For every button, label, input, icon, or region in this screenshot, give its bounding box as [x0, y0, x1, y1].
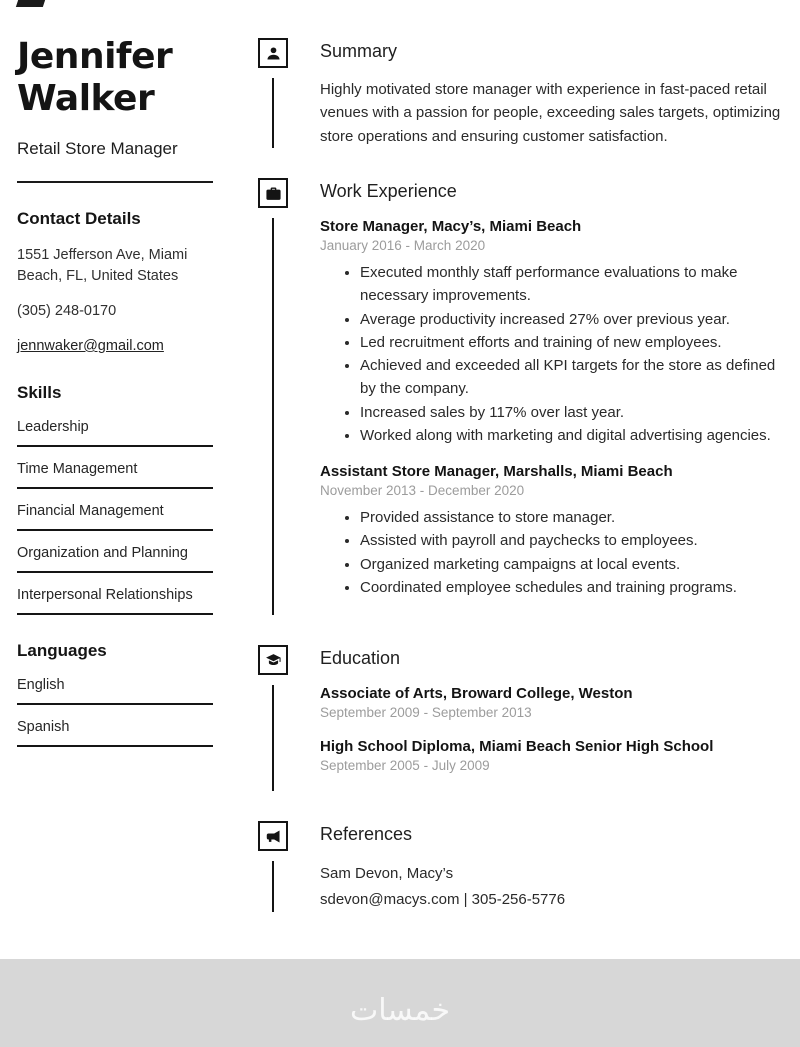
job-dates: January 2016 - March 2020: [320, 238, 486, 254]
references-heading: References: [320, 824, 413, 845]
section-line: [272, 861, 274, 912]
skill-item: Time Management: [17, 461, 213, 489]
summary-content: [320, 38, 786, 148]
job-dates: November 2013 - December 2020: [320, 483, 525, 499]
bullet-item: • Achieved and exceeded all KPI targets for the store as defined by the company.: [360, 354, 786, 401]
languages-heading: Languages: [17, 641, 107, 660]
education-entry: [320, 738, 786, 773]
work-experience-section: [240, 178, 786, 615]
education-content: [320, 645, 786, 791]
job-entry: [320, 463, 786, 599]
education-title: High School Diploma, Miami Beach Senior High School: [320, 738, 714, 756]
bullet-item: • Organized marketing campaigns at local events.: [360, 553, 786, 576]
watermark-footer: [0, 959, 800, 1047]
summary-text: Highly motivated store manager with experience in fast-paced retail venues with a passion for people, exceeding sales targets, optimizing store operations and ensuring customer satisfaction.: [320, 81, 781, 145]
section-rail: [240, 821, 320, 912]
watermark-text: خمسات: [349, 992, 451, 1028]
reference-name: Sam Devon, Macy’s: [320, 865, 454, 883]
education-title: Associate of Arts, Broward College, Weston: [320, 685, 633, 703]
briefcase-icon: [258, 178, 288, 208]
bullet-item: • Increased sales by 117% over last year.: [360, 401, 786, 424]
contact-address: 1551 Jefferson Ave, Miami Beach, FL, United States: [17, 246, 188, 284]
contact-phone: (305) 248-0170: [17, 302, 117, 319]
references-section: [240, 821, 786, 912]
job-entry: [320, 218, 786, 447]
bullet-item: • Led recruitment efforts and training of new employees.: [360, 331, 786, 354]
sidebar-inner: [17, 36, 213, 747]
sidebar: [0, 36, 240, 942]
bullet-item: • Executed monthly staff performance evaluations to make necessary improvements.: [360, 261, 786, 308]
candidate-name: [17, 36, 213, 121]
bullet-item: • Provided assistance to store manager.: [360, 506, 786, 529]
last-name: Walker: [17, 78, 155, 120]
summary-heading: Summary: [320, 41, 398, 61]
education-entry: [320, 685, 786, 720]
section-line: [272, 218, 274, 615]
skill-item: Organization and Planning: [17, 545, 213, 573]
language-item: Spanish: [17, 719, 213, 747]
main-column: [240, 36, 800, 942]
section-line: [272, 685, 274, 791]
person-icon: [258, 38, 288, 68]
bullet-item: • Coordinated employee schedules and training programs.: [360, 576, 786, 599]
skills-heading: Skills: [17, 383, 62, 402]
job-title: Store Manager, Macy’s, Miami Beach: [320, 218, 582, 236]
bullet-item: • Worked along with marketing and digital advertising agencies.: [360, 424, 786, 447]
section-line: [272, 78, 274, 148]
education-heading: Education: [320, 648, 401, 669]
bullet-item: • Average productivity increased 27% over previous year.: [360, 308, 786, 331]
work-experience-heading: Work Experience: [320, 181, 457, 202]
education-dates: September 2005 - July 2009: [320, 758, 490, 774]
first-name: Jennifer: [17, 36, 173, 77]
section-rail: [240, 38, 320, 148]
skill-item: Financial Management: [17, 503, 213, 531]
education-dates: September 2009 - September 2013: [320, 705, 532, 721]
contact-email-link[interactable]: jennwaker@gmail.com: [17, 337, 164, 354]
job-bullets: [320, 506, 786, 599]
skill-item: Interpersonal Relationships: [17, 587, 213, 615]
education-section: [240, 645, 786, 791]
bullet-item: • Assisted with payroll and paychecks to employees.: [360, 529, 786, 552]
language-item: English: [17, 677, 213, 705]
candidate-job-title: Retail Store Manager: [17, 138, 178, 158]
section-rail: [240, 178, 320, 615]
section-rail: [240, 645, 320, 791]
sidebar-divider: [17, 181, 213, 183]
graduation-cap-icon: [258, 645, 288, 675]
skill-item: Leadership: [17, 419, 213, 447]
job-title: Assistant Store Manager, Marshalls, Miami Beach: [320, 463, 673, 481]
job-bullets: [320, 261, 786, 447]
corner-mark: [16, 0, 45, 7]
work-experience-content: [320, 178, 786, 615]
summary-section: [240, 38, 786, 148]
contact-details-heading: Contact Details: [17, 208, 141, 228]
megaphone-icon: [258, 821, 288, 851]
references-content: [320, 821, 786, 912]
reference-contact: sdevon@macys.com | 305-256-5776: [320, 890, 566, 908]
